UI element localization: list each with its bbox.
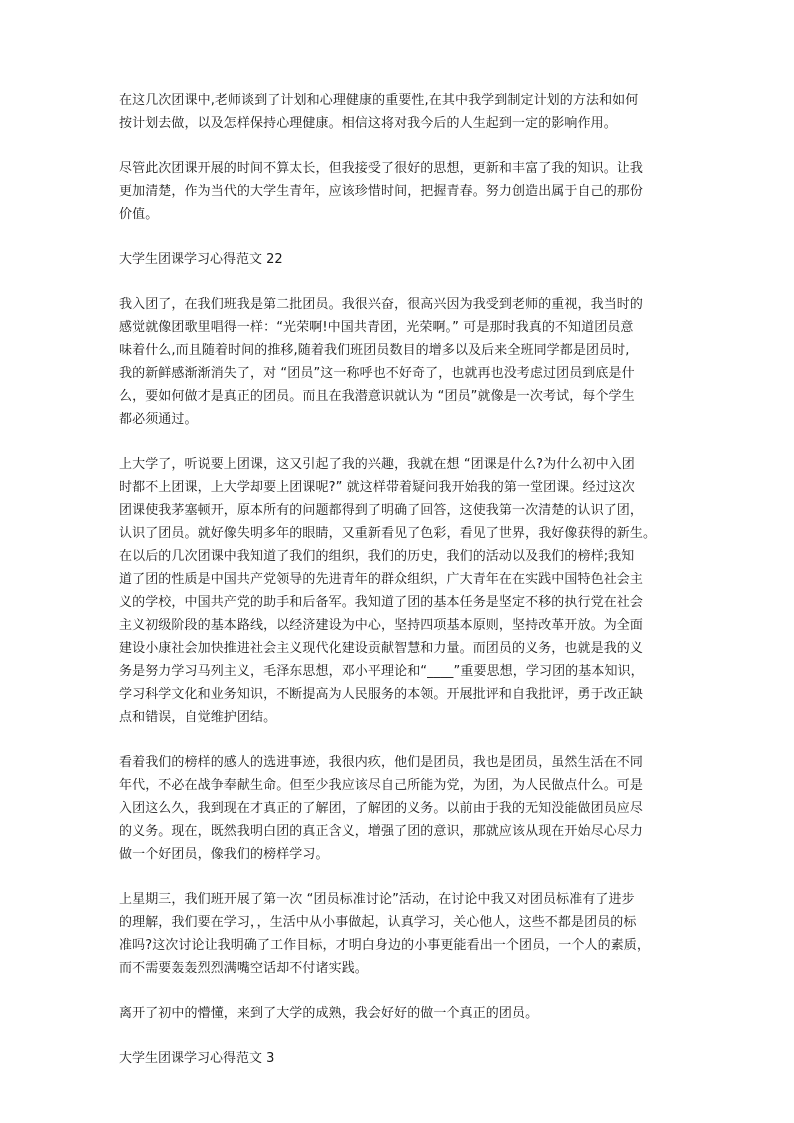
text-line: 尽管此次团课开展的时间不算太长，但我接受了很好的思想，更新和丰富了我的知识。让我 <box>119 161 644 176</box>
text-line: 我的新鲜感渐渐消失了，对 “团员”这一称呼也不好奇了，也就再也没考虑过团员到底是什 <box>119 366 635 381</box>
text-line: 认识了团员。就好像失明多年的眼睛，又重新看见了色彩，看见了世界，我好像获得的新生。 <box>119 526 657 541</box>
text-line: 学习科学文化和业务知识，不断提高为人民服务的本领。开展批评和自我批评，勇于改正缺 <box>119 687 644 702</box>
section-heading-3: 大学生团课学习心得范文 3 <box>119 1051 275 1066</box>
text-line: 看着我们的榜样的感人的选进事迹，我很内疚，他们是团员，我也是团员，虽然生活在不同 <box>119 755 644 770</box>
text-line: 么，要如何做才是真正的团员。而且在我潜意识就认为 “团员”就像是一次考试，每个学生 <box>119 389 635 404</box>
paragraph-22-3 <box>119 751 679 866</box>
text-line: 价值。 <box>119 207 159 222</box>
text-line: 主义初级阶段的基本路线，以经济建设为中心，坚持四项基本原则，坚持改革开放。为全面 <box>119 618 644 633</box>
paragraph-22-2 <box>119 453 679 729</box>
paragraph-22-1 <box>119 293 679 431</box>
text-line: 按计划去做，以及怎样保持心理健康。相信这将对我今后的人生起到一定的影响作用。 <box>119 116 617 131</box>
text-line: 而不需要轰轰烈烈满嘴空话却不付诸实践。 <box>119 961 368 976</box>
text-line: 道了团的性质是中国共产党领导的先进青年的群众组织，广大青年在在实践中国特色社会主 <box>119 572 644 587</box>
text-line: 入团这么久，我到现在才真正的了解团，了解团的义务。以前由于我的无知没能做团员应尽 <box>119 801 644 816</box>
text-line: 上星期三，我们班开展了第一次 “团员标准讨论”活动，在讨论中我又对团员标准有了进步 <box>119 892 635 907</box>
paragraph-22-5 <box>119 1002 679 1025</box>
text-line: 上大学了，听说要上团课，这又引起了我的兴趣，我就在想 “团课是什么?为什么初中入团 <box>119 457 635 472</box>
paragraph-intro-2 <box>119 157 679 226</box>
text-line: 点和错误，自觉维护团结。 <box>119 710 277 725</box>
text-line: 做一个好团员，像我们的榜样学习。 <box>119 847 329 862</box>
text-line: 时都不上团课，上大学却要上团课呢?” 就这样带着疑问我开始我的第一堂团课。经过这次 <box>119 480 635 495</box>
text-line: 更加清楚，作为当代的大学生青年，应该珍惜时间，把握青春。努力创造出属于自己的那份 <box>119 184 644 199</box>
text-line: 感觉就像团歌里唱得一样：“光荣啊!中国共青团，光荣啊。” 可是那时我真的不知道团员意 <box>119 320 634 335</box>
document-page <box>119 89 679 1092</box>
text-line: 准吗?这次讨论让我明确了工作目标，才明白身边的小事更能看出一个团员，一个人的素质， <box>119 938 651 953</box>
text-line: 义的学校，中国共产党的助手和后备军。我知道了团的基本任务是坚定不移的执行党在社会 <box>119 595 644 610</box>
text-line: 建设小康社会加快推进社会主义现代化建设贡献智慧和力量。而团员的义务，也就是我的义 <box>119 641 644 656</box>
text-line: 团课使我茅塞顿开，原本所有的问题都得到了明确了回答，这使我第一次清楚的认识了团， <box>119 503 644 518</box>
text-line: 的义务。现在，既然我明白团的真正含义，增强了团的意识，那就应该从现在开始尽心尽力 <box>119 824 644 839</box>
text-line: 在这几次团课中,老师谈到了计划和心理健康的重要性,在其中我学到制定计划的方法和如何 <box>119 93 639 108</box>
text-line: 都必须通过。 <box>119 412 198 427</box>
text-line: 年代，不必在战争奉献生命。但至少我应该尽自己所能为党，为团，为人民做点什么。可是 <box>119 778 644 793</box>
section-heading-22: 大学生团课学习心得范文 22 <box>119 252 283 267</box>
paragraph-22-4 <box>119 888 679 980</box>
paragraph-intro-1 <box>119 89 679 135</box>
text-line: 在以后的几次团课中我知道了我们的组织，我们的历史，我们的活动以及我们的榜样;我知 <box>119 549 635 564</box>
text-line: 务是努力学习马列主义，毛泽东思想，邓小平理论和“____”重要思想，学习团的基本知识， <box>119 664 644 679</box>
text-line: 味着什么,而且随着时间的推移,随着我们班团员数目的增多以及后来全班同学都是团员时, <box>119 343 630 358</box>
text-line: 离开了初中的懵懂，来到了大学的成熟，我会好好的做一个真正的团员。 <box>119 1006 539 1021</box>
text-line: 的理解，我们要在学习，，生活中从小事做起，认真学习，关心他人，这些不都是团员的标 <box>119 915 637 930</box>
text-line: 我入团了，在我们班我是第二批团员。我很兴奋，很高兴因为我受到老师的重视，我当时的 <box>119 297 644 312</box>
